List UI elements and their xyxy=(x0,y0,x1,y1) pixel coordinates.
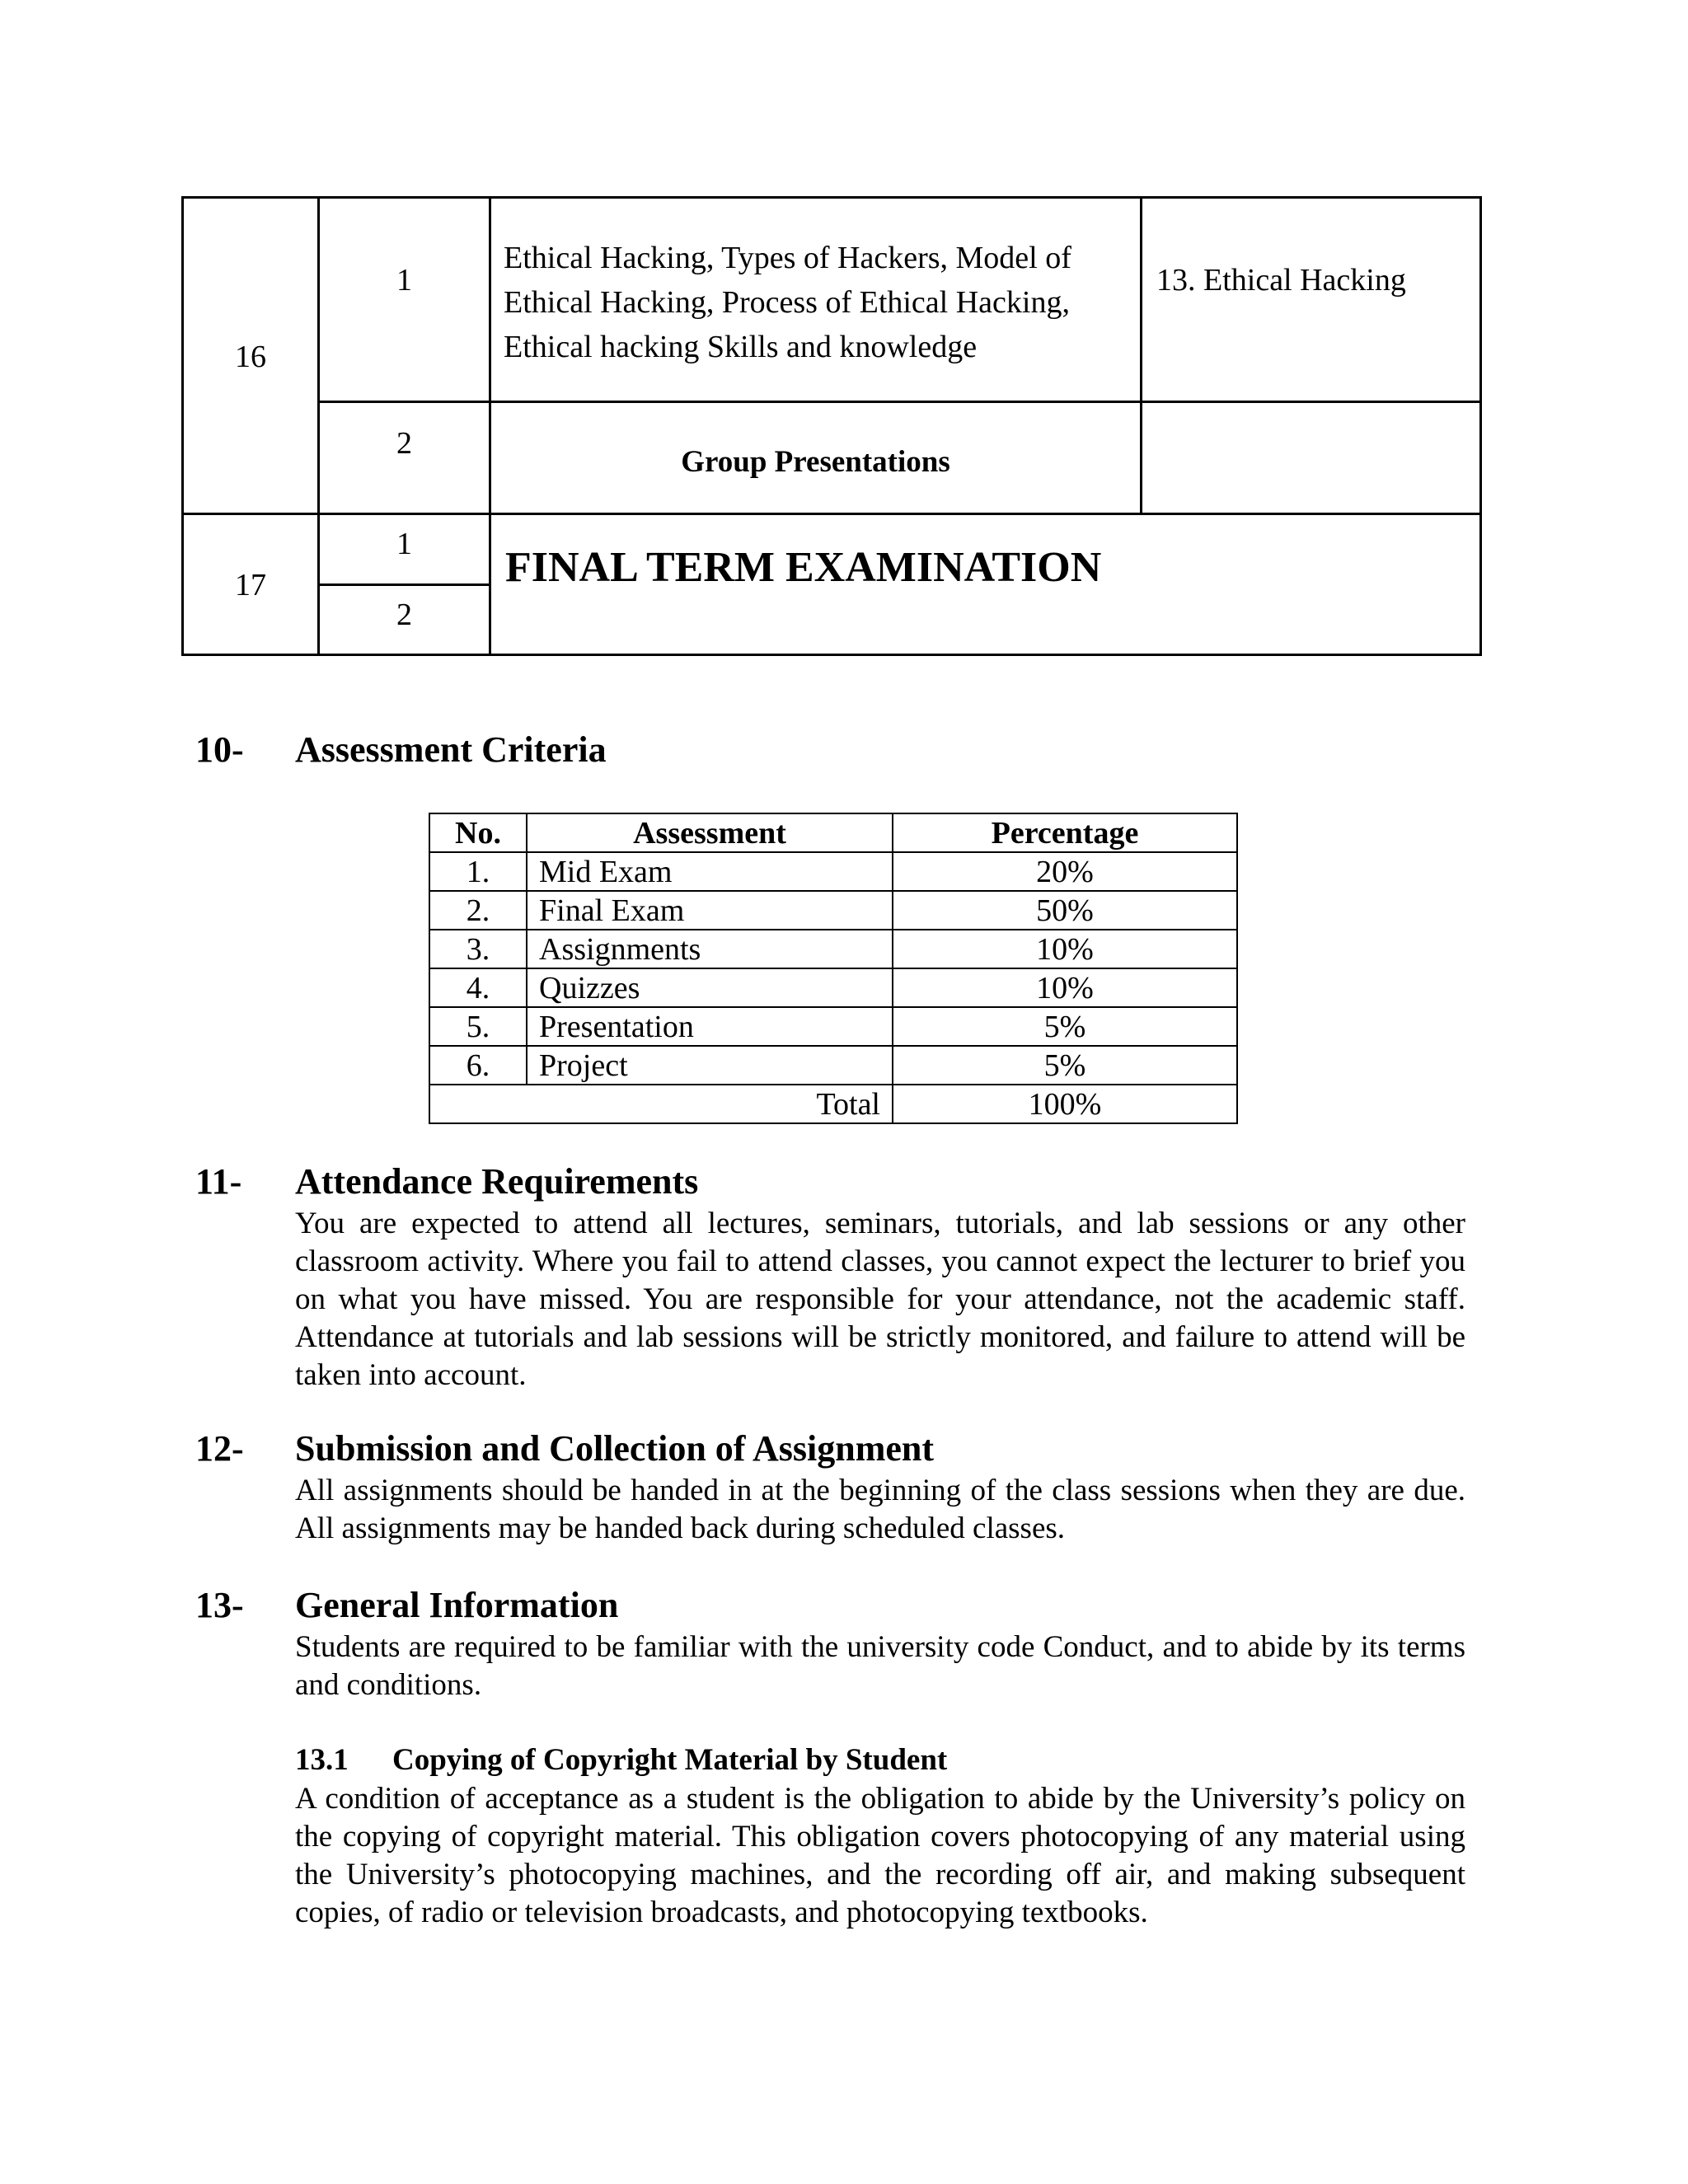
section-11-body: You are expected to attend all lectures, seminars, tutorials, and lab sessions or any other classroom activity. Where you fail to attend classes, you cannot expect the lecturer to brief you on what you have missed. You are responsible for your attendance, not the academic staff. Attendance at tutorials and lab sessions will be strictly monitored, and failure to attend will be taken into account. xyxy=(295,1207,1465,1392)
row-assessment: Mid Exam xyxy=(527,852,893,891)
row-percentage: 10% xyxy=(893,968,1237,1007)
week-17-session-2: 2 xyxy=(396,598,412,632)
row-percentage: 50% xyxy=(893,891,1237,930)
assessment-header-row xyxy=(429,813,1237,852)
row-assessment: Final Exam xyxy=(527,891,893,930)
schedule-divider xyxy=(317,401,1479,403)
table-row xyxy=(429,930,1237,968)
section-13-body: Students are required to be familiar with the university code Conduct, and to abide by its terms and conditions. xyxy=(295,1630,1465,1702)
row-percentage: 10% xyxy=(893,930,1237,968)
schedule-divider xyxy=(317,583,490,586)
schedule-table xyxy=(181,196,1482,656)
section-10-title: Assessment Criteria xyxy=(295,729,607,770)
header-no: No. xyxy=(429,813,527,852)
header-percentage: Percentage xyxy=(893,813,1237,852)
row-assessment: Presentation xyxy=(527,1007,893,1046)
week-16-chapter: 13. Ethical Hacking xyxy=(1156,263,1406,298)
section-13-title: General Information xyxy=(295,1585,619,1625)
section-11-number: 11- xyxy=(195,1161,242,1202)
header-assessment: Assessment xyxy=(527,813,893,852)
week-16-number: 16 xyxy=(235,340,266,374)
row-no: 1. xyxy=(429,852,527,891)
section-12-number: 12- xyxy=(195,1428,244,1469)
subsection-13-1-number: 13.1 xyxy=(295,1743,349,1777)
section-12-body: All assignments should be handed in at the beginning of the class sessions when they are due. All assignments may be handed back during scheduled classes. xyxy=(295,1474,1465,1545)
total-label: Total xyxy=(429,1085,893,1123)
subsection-13-1-body: A condition of acceptance as a student is the obligation to abide by the University’s policy on the copying of copyright material. This obligation covers photocopying of any material using the University’s photocopying machines, and the recording off air, and making subsequent copies, of radio or television broadcasts, and photocopying textbooks. xyxy=(295,1782,1465,1929)
total-row xyxy=(429,1085,1237,1123)
total-value: 100% xyxy=(893,1085,1237,1123)
subsection-13-1-title: Copying of Copyright Material by Student xyxy=(392,1743,948,1777)
week-17-number: 17 xyxy=(235,568,266,602)
final-term-examination: FINAL TERM EXAMINATION xyxy=(505,544,1102,591)
row-assessment: Assignments xyxy=(527,930,893,968)
table-row xyxy=(429,1007,1237,1046)
table-row xyxy=(429,968,1237,1007)
group-presentations: Group Presentations xyxy=(681,445,950,479)
row-no: 4. xyxy=(429,968,527,1007)
week-16-topics: Ethical Hacking, Types of Hackers, Model of Ethical Hacking, Process of Ethical Hacking, Ethical hacking Skills and knowledge xyxy=(504,241,1071,364)
row-no: 6. xyxy=(429,1046,527,1085)
table-row xyxy=(429,1046,1237,1085)
row-percentage: 5% xyxy=(893,1046,1237,1085)
assessment-table xyxy=(429,813,1238,1124)
row-no: 5. xyxy=(429,1007,527,1046)
section-13-number: 13- xyxy=(195,1585,244,1625)
week-16-session-2: 2 xyxy=(396,426,412,461)
row-assessment: Project xyxy=(527,1046,893,1085)
table-row xyxy=(429,852,1237,891)
section-12-title: Submission and Collection of Assignment xyxy=(295,1428,935,1469)
schedule-divider xyxy=(184,513,1479,515)
table-row xyxy=(429,891,1237,930)
week-17-session-1: 1 xyxy=(396,527,412,561)
row-percentage: 5% xyxy=(893,1007,1237,1046)
row-percentage: 20% xyxy=(893,852,1237,891)
row-no: 2. xyxy=(429,891,527,930)
row-assessment: Quizzes xyxy=(527,968,893,1007)
schedule-divider xyxy=(1140,199,1142,515)
row-no: 3. xyxy=(429,930,527,968)
section-11-title: Attendance Requirements xyxy=(295,1161,699,1202)
section-10-number: 10- xyxy=(195,729,244,770)
week-16-session-1: 1 xyxy=(396,263,412,298)
